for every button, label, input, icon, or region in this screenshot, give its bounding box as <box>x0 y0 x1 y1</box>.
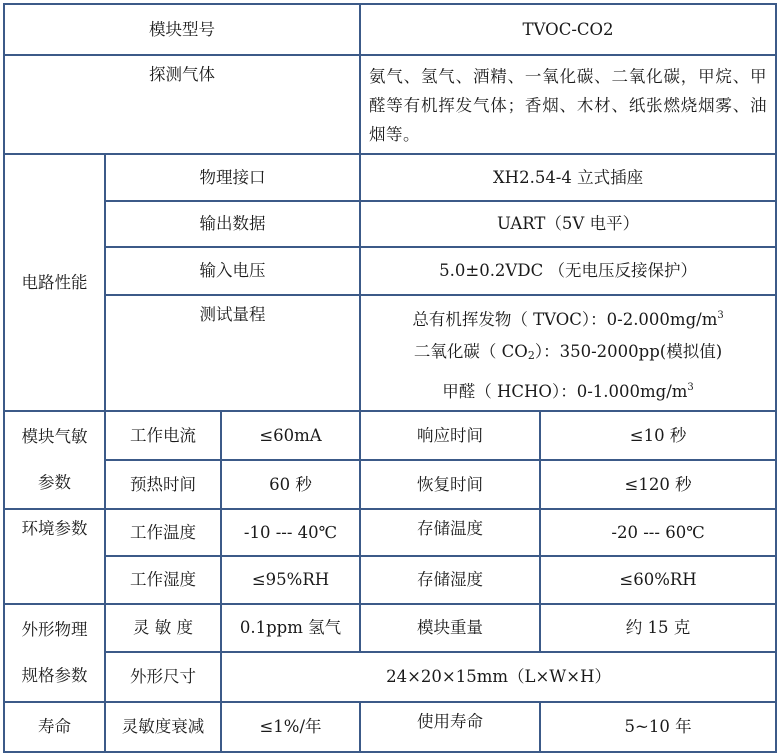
row-work-temp <box>4 509 776 556</box>
store-temp-label: 存储温度 <box>360 509 540 556</box>
module-model-value: TVOC-CO2 <box>360 4 776 55</box>
input-voltage-label: 输入电压 <box>105 247 360 295</box>
sensitivity-label: 灵 敏 度 <box>105 604 221 652</box>
size-label: 外形尺寸 <box>105 652 221 702</box>
row-range <box>4 295 776 411</box>
sensitivity-decay-value: ≤1%/年 <box>221 702 360 752</box>
interface-value: XH2.54-4 立式插座 <box>360 154 776 201</box>
range-co2: 二氧化碳（ CO2）：350-2000pp(模拟值) <box>413 342 723 362</box>
environment-group-label: 环境参数 <box>4 509 105 604</box>
physical-group-label: 外形物理 规格参数 <box>4 604 105 702</box>
store-hum-label: 存储湿度 <box>360 556 540 604</box>
row-current <box>4 411 776 460</box>
module-model-label: 模块型号 <box>4 4 360 55</box>
service-life-value: 5~10 年 <box>540 702 776 752</box>
range-label: 测试量程 <box>105 295 360 411</box>
preheat-time-value: 60 秒 <box>221 460 360 509</box>
row-sensitivity <box>4 604 776 652</box>
module-weight-label: 模块重量 <box>360 604 540 652</box>
row-detect-gases <box>4 55 776 154</box>
recovery-time-value: ≤120 秒 <box>540 460 776 509</box>
response-time-label: 响应时间 <box>360 411 540 460</box>
preheat-time-label: 预热时间 <box>105 460 221 509</box>
row-preheat <box>4 460 776 509</box>
row-input-voltage <box>4 247 776 295</box>
row-module-model <box>4 4 776 55</box>
interface-label: 物理接口 <box>105 154 360 201</box>
life-group-label: 寿命 <box>4 702 105 752</box>
row-output <box>4 201 776 247</box>
work-temp-value: -10 --- 40℃ <box>221 509 360 556</box>
size-value: 24×20×15mm（L×W×H） <box>221 652 776 702</box>
input-voltage-value: 5.0±0.2VDC （无电压反接保护） <box>360 247 776 295</box>
module-weight-value: 约 15 克 <box>540 604 776 652</box>
work-hum-label: 工作湿度 <box>105 556 221 604</box>
response-time-value: ≤10 秒 <box>540 411 776 460</box>
range-tvoc: 总有机挥发物（ TVOC）：$0-2.000mg/m^3$ <box>412 310 724 329</box>
row-life <box>4 702 776 752</box>
service-life-label: 使用寿命 <box>360 702 540 752</box>
work-temp-label: 工作温度 <box>105 509 221 556</box>
recovery-time-label: 恢复时间 <box>360 460 540 509</box>
detect-gases-label: 探测气体 <box>4 55 360 154</box>
range-hcho: 甲醛（ HCHO）：$0-1.000mg/m^3$ <box>442 382 694 401</box>
store-temp-value: -20 --- 60℃ <box>540 509 776 556</box>
output-value: UART（5V 电平） <box>360 201 776 247</box>
sensitivity-value: 0.1ppm 氢气 <box>221 604 360 652</box>
work-hum-value: ≤95%RH <box>221 556 360 604</box>
work-current-label: 工作电流 <box>105 411 221 460</box>
store-hum-value: ≤60%RH <box>540 556 776 604</box>
work-current-value: ≤60mA <box>221 411 360 460</box>
circuit-group-label: 电路性能 <box>4 154 105 411</box>
range-value <box>360 295 776 411</box>
row-interface <box>4 154 776 201</box>
row-work-hum <box>4 556 776 604</box>
spec-table <box>3 3 777 753</box>
sensitivity-decay-label: 灵敏度衰减 <box>105 702 221 752</box>
output-label: 输出数据 <box>105 201 360 247</box>
detect-gases-value: 氨气、氢气、酒精、一氧化碳、二氧化碳，甲烷、甲醛等有机挥发气体；香烟、木材、纸张燃烧烟雾、油烟等。 <box>360 55 776 154</box>
sensor-group-label: 模块气敏 参数 <box>4 411 105 509</box>
row-size <box>4 652 776 702</box>
